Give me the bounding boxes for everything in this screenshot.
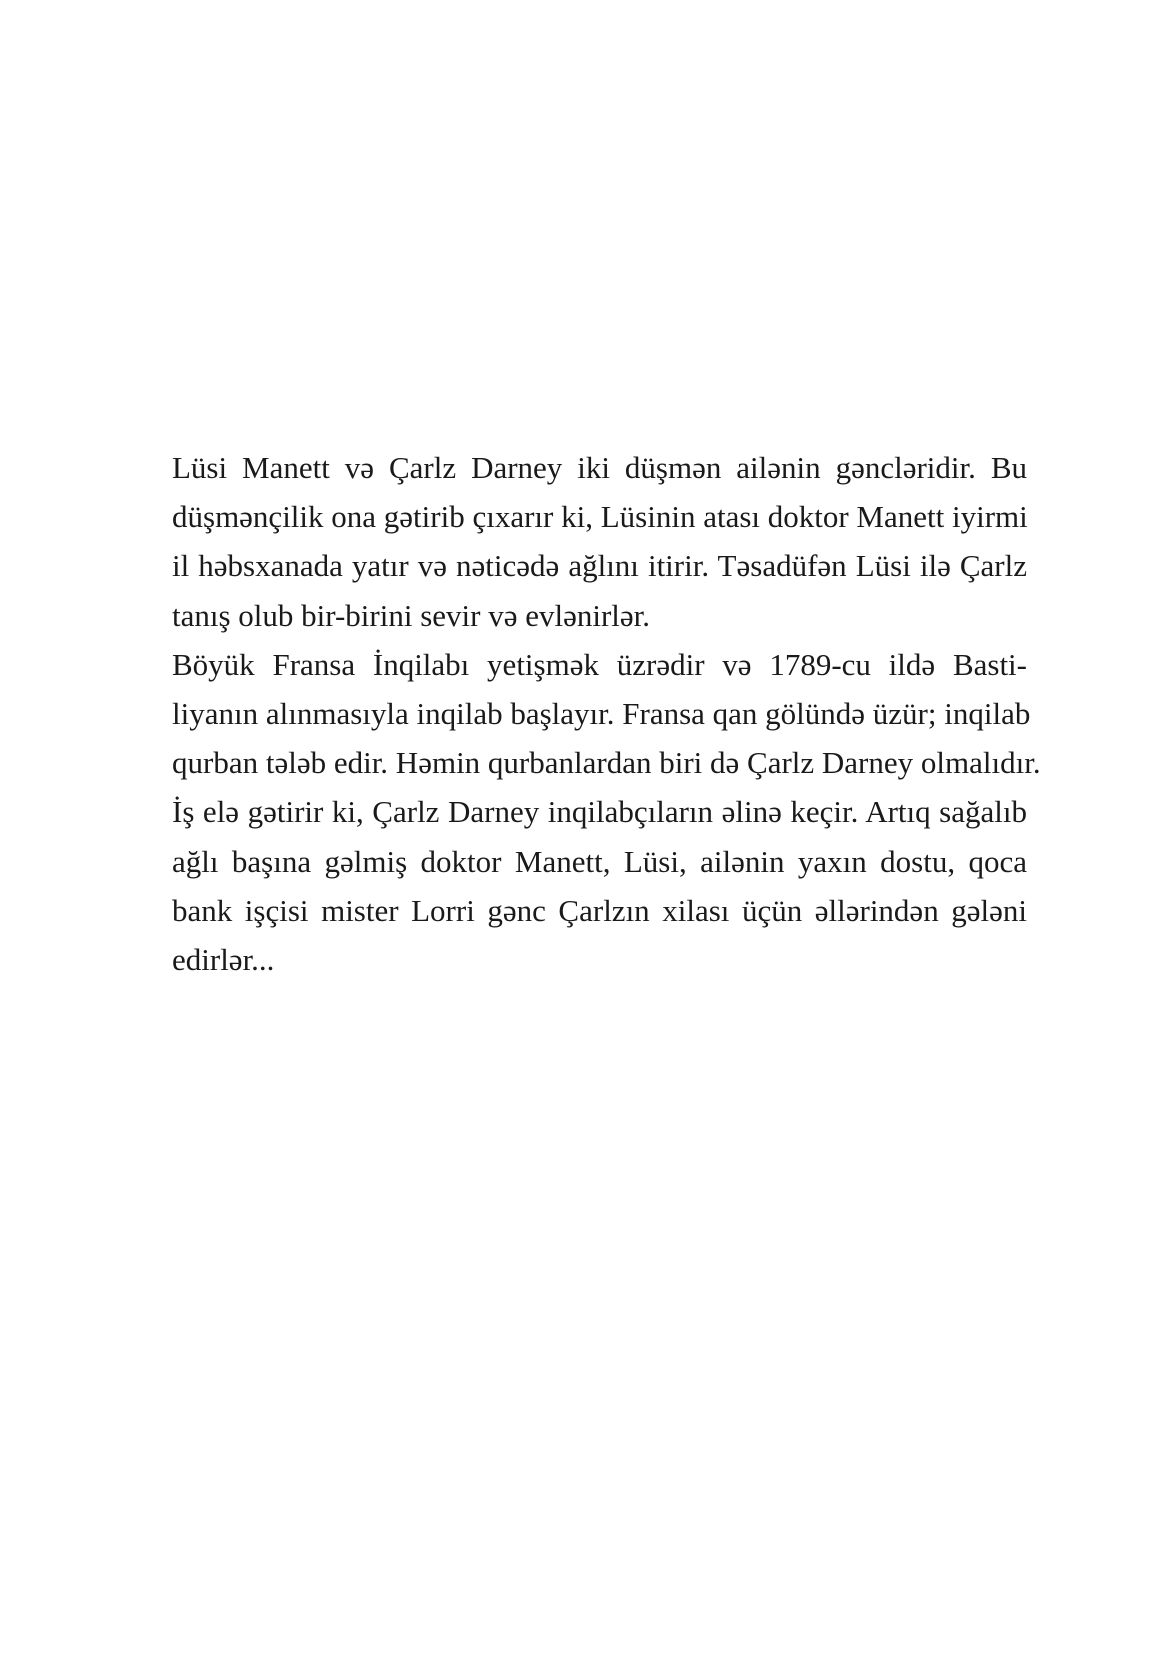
paragraph-2-line-7: edirlər... bbox=[172, 942, 275, 978]
paragraph-1 bbox=[172, 443, 1027, 640]
paragraph-2-line-2: liyanın alınmasıyla inqilab başlayır. Fransa qan gölündə üzür; inqilab bbox=[172, 696, 1031, 732]
paragraph-1-line-2: düşmənçilik ona gətirib çıxarır ki, Lüsinin atası doktor Manett iyirmi bbox=[172, 499, 1028, 535]
paragraph-1-line-1: Lüsi Manett və Çarlz Darney iki düşmən ailənin gəncləridir. Bu bbox=[172, 450, 1027, 485]
paragraph-2-line-1: Böyük Fransa İnqilabı yetişmək üzrədir və 1789-cu ildə Basti- bbox=[172, 646, 1027, 682]
paragraph-2-line-5: ağlı başına gəlmiş doktor Manett, Lüsi, ailənin yaxın dostu, qoca bbox=[172, 843, 1027, 879]
paragraph-2-line-6: bank işçisi mister Lorri gənc Çarlzın xilası üçün əllərindən gələni bbox=[172, 892, 1027, 928]
paragraph-1-line-3: il həbsxanada yatır və nəticədə ağlını itirir. Təsadüfən Lüsi ilə Çarlz bbox=[172, 548, 1027, 584]
paragraph-2-line-3: qurban tələb edir. Həmin qurbanlardan biri də Çarlz Darney olmalıdır. bbox=[172, 745, 1041, 781]
paragraph-1-line-4: tanış olub bir-birini sevir və evlənirlər. bbox=[172, 597, 651, 633]
paragraph-2 bbox=[172, 640, 1041, 984]
text-block bbox=[172, 443, 1041, 984]
paragraph-2-line-4: İş elə gətirir ki, Çarlz Darney inqilabçıların əlinə keçir. Artıq sağalıb bbox=[172, 794, 1027, 830]
